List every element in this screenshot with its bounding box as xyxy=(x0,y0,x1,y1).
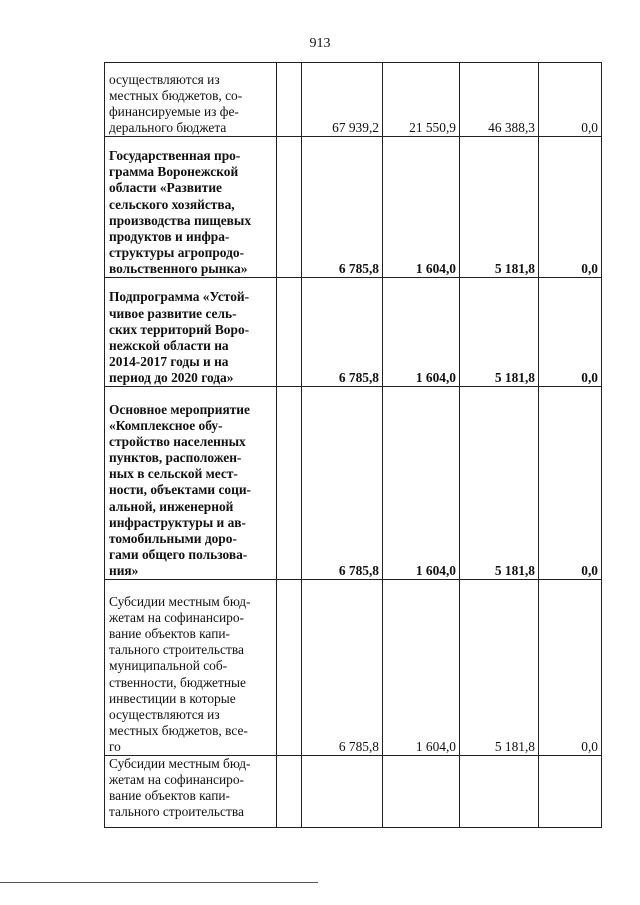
empty-cell xyxy=(277,278,302,387)
empty-cell xyxy=(277,63,302,137)
table-row xyxy=(105,63,602,137)
value-cell: 5 181,8 xyxy=(460,580,539,756)
row-description: осуществляются из местных бюджетов, со- финансируемые из фе- дерального бюджета xyxy=(105,63,277,137)
table-row xyxy=(105,278,602,387)
budget-table xyxy=(104,62,602,828)
row-description: Подпрограмма «Устой- чивое развитие сель- ских территорий Воро- нежской области на 2014-2017 годы и на период до 2020 года» xyxy=(105,278,277,387)
value-cell: 1 604,0 xyxy=(383,278,460,387)
value-cell: 1 604,0 xyxy=(383,137,460,278)
value-cell xyxy=(539,756,602,828)
value-cell: 0,0 xyxy=(539,580,602,756)
row-description: Основное мероприятие «Комплексное обу- стройство населенных пунктов, расположен- ных в сельской мест- ности, объектами соци- альной, инженерной инфраструктуры и ав- томобильными доро- гами общего пользова- ния» xyxy=(105,387,277,580)
value-cell: 6 785,8 xyxy=(302,278,383,387)
empty-cell xyxy=(277,387,302,580)
value-cell: 0,0 xyxy=(539,63,602,137)
value-cell: 0,0 xyxy=(539,278,602,387)
value-cell: 6 785,8 xyxy=(302,137,383,278)
value-cell xyxy=(460,756,539,828)
value-cell: 0,0 xyxy=(539,387,602,580)
value-cell xyxy=(302,756,383,828)
value-cell: 46 388,3 xyxy=(460,63,539,137)
value-cell: 5 181,8 xyxy=(460,137,539,278)
table-row xyxy=(105,756,602,828)
value-cell: 21 550,9 xyxy=(383,63,460,137)
table-row xyxy=(105,137,602,278)
value-cell: 6 785,8 xyxy=(302,580,383,756)
row-description: Субсидии местным бюд- жетам на софинансиро- вание объектов капи- тального строительства xyxy=(105,756,277,828)
value-cell: 6 785,8 xyxy=(302,387,383,580)
table-row xyxy=(105,387,602,580)
row-description: Субсидии местным бюд- жетам на софинансиро- вание объектов капи- тального строительства муниципальной соб- ственности, бюджетные инвестиции в которые осуществляются из местных бюджетов, все- го xyxy=(105,580,277,756)
page-number: 913 xyxy=(309,36,331,51)
value-cell: 1 604,0 xyxy=(383,387,460,580)
value-cell xyxy=(383,756,460,828)
row-description: Государственная про- грамма Воронежской области «Развитие сельского хозяйства, производства пищевых продуктов и инфра- структуры агропродо- вольственного рынка» xyxy=(105,137,277,278)
value-cell: 5 181,8 xyxy=(460,278,539,387)
value-cell: 67 939,2 xyxy=(302,63,383,137)
value-cell: 5 181,8 xyxy=(460,387,539,580)
empty-cell xyxy=(277,580,302,756)
table-row xyxy=(105,580,602,756)
empty-cell xyxy=(277,137,302,278)
value-cell: 0,0 xyxy=(539,137,602,278)
footnote-divider xyxy=(0,882,318,883)
empty-cell xyxy=(277,756,302,828)
value-cell: 1 604,0 xyxy=(383,580,460,756)
